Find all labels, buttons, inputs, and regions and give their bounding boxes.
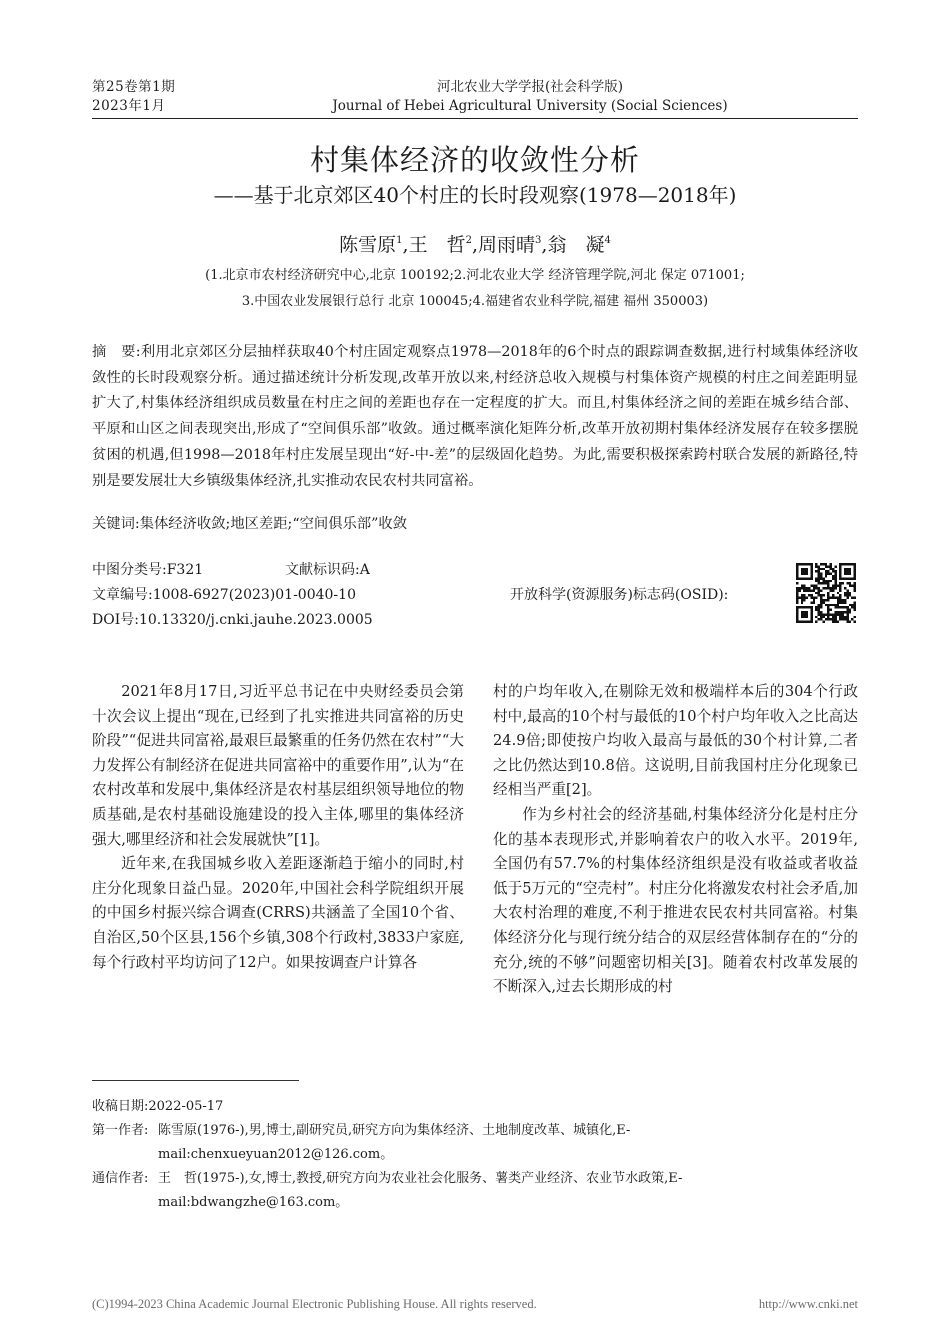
first-author-note — [92, 1119, 858, 1167]
keywords-text: 集体经济收敛;地区差距;“空间俱乐部”收敛 — [139, 516, 408, 532]
author-name: 翁 凝 — [547, 234, 605, 256]
received-date: 收稿日期:2022-05-17 — [92, 1099, 224, 1114]
copyright-notice: (C)1994-2023 China Academic Journal Electronic Publishing House. All rights reserved. — [92, 1297, 537, 1311]
keywords — [92, 512, 858, 537]
author-affil-mark: 1 — [396, 235, 403, 246]
journal-name-block — [330, 78, 730, 116]
osid-label: 开放科学(资源服务)标志码(OSID): — [510, 587, 729, 603]
corresponding-author-text: 王 哲(1975-),女,博士,教授,研究方向为农业社会化服务、薯类产业经济、农业节水政策,E-mail:bdwangzhe@163.com。 — [158, 1171, 683, 1210]
affiliation-line-1: (1.北京市农村经济研究中心,北京 100192;2.河北农业大学 经济管理学院,河北 保定 071001; — [205, 268, 745, 283]
osid-qr-code[interactable] — [796, 563, 856, 623]
first-author-text: 陈雪原(1976-),男,博士,副研究员,研究方向为集体经济、土地制度改革、城镇化,E-mail:chenxueyuan2012@126.com。 — [158, 1123, 631, 1162]
footnote-rule — [92, 1080, 299, 1081]
body-paragraph: 近年来,在我国城乡收入差距逐渐趋于缩小的同时,村庄分化现象日益凸显。2020年,中国社会科学院组织开展的中国乡村振兴综合调查(CRRS)共涵盖了全国10个省、自治区,50个区县,156个乡镇,308个行政村,3833户家庭,每个行政村平均访问了12户。如果按调查户计算各 — [92, 855, 464, 971]
first-author-label: 第一作者: — [92, 1123, 149, 1138]
journal-name-en: Journal of Hebei Agricultural University (Social Sciences) — [332, 98, 728, 114]
clc-number: 中图分类号:F321 — [92, 562, 204, 578]
abstract-label: 摘 要: — [92, 344, 141, 360]
volume-issue: 第25卷第1期 — [92, 79, 176, 95]
paper-title: 村集体经济的收敛性分析 — [309, 143, 640, 177]
volume-issue-block — [92, 78, 175, 116]
paper-subtitle: ——基于北京郊区40个村庄的长时段观察(1978—2018年) — [213, 183, 737, 207]
body-paragraph: 作为乡村社会的经济基础,村集体经济分化是村庄分化的基本表现形式,并影响着农户的收入水平。2019年,全国仍有57.7%的村集体经济组织是没有收益或者收益低于5万元的“空壳村”。村庄分化将激发农村社会矛盾,加大农村治理的难度,不利于推进农民农村共同富裕。村集体经济分化与现行统分结合的双层经营体制存在的“分的充分,统的不够”问题密切相关[3]。随着农村改革发展的不断深入,过去长期形成的村 — [493, 805, 858, 996]
author-name: 周雨晴 — [478, 234, 536, 256]
abstract-text: 利用北京郊区分层抽样获取40个村庄固定观察点1978—2018年的6个时点的跟踪调查数据,进行村域集体经济收敛性的长时段观察分析。通过描述统计分析发现,改革开放以来,村经济总收入规模与村集体资产规模的村庄之间差距明显扩大了,村集体经济组织成员数量在村庄之间的差距也存在一定程度的扩大。而且,村集体经济之间的差距在城乡结合部、平原和山区之间表现突出,形成了“空间俱乐部”收敛。通过概率演化矩阵分析,改革开放初期村集体经济发展存在较多摆脱贫困的机遇,但1998—2018年村庄发展呈现出“好-中-差”的层级固化趋势。为此,需要积极探索跨村联合发展的新路径,特别是要发展壮大乡镇级集体经济,扎实推动农民农村共同富裕。 — [92, 344, 858, 489]
author-affil-mark: 2 — [465, 235, 472, 246]
author-list: 陈雪原$^1$,王 哲$^2$,周雨晴$^3$,翁 凝$^4$ — [339, 234, 611, 256]
doi[interactable]: DOI号:10.13320/j.cnki.jauhe.2023.0005 — [92, 612, 373, 628]
corresponding-author-label: 通信作者: — [92, 1171, 149, 1186]
author-name: 王 哲 — [408, 234, 466, 256]
author-affil-mark: 3 — [535, 235, 542, 246]
abstract — [92, 340, 858, 494]
body-column-right — [493, 680, 858, 1000]
cnki-link[interactable]: http://www.cnki.net — [758, 1297, 858, 1311]
header-rule — [92, 118, 858, 119]
article-number: 文章编号:1008-6927(2023)01-0040-10 — [92, 587, 356, 603]
corresponding-author-note — [92, 1167, 858, 1215]
document-code: 文献标识码:A — [285, 562, 370, 578]
issue-date: 2023年1月 — [92, 98, 166, 114]
page-footer — [92, 1297, 858, 1312]
journal-name-cn: 河北农业大学学报(社会科学版) — [436, 79, 624, 95]
body-column-left — [92, 680, 464, 975]
body-paragraph: 村的户均年收入,在剔除无效和极端样本后的304个行政村中,最高的10个村与最低的10个村户均年收入之比高达24.9倍;即使按户均收入最高与最低的30个村计算,二者之比仍然达到10.8倍。这说明,目前我国村庄分化现象已经相当严重[2]。 — [493, 683, 858, 799]
body-paragraph: 2021年8月17日,习近平总书记在中央财经委员会第十次会议上提出“现在,已经到了扎实推进共同富裕的历史阶段”“促进共同富裕,最艰巨最繁重的任务仍然在农村”“大力发挥公有制经济在促进共同富裕中的重要作用”,认为“在农村改革和发展中,集体经济是农村基层组织领导地位的物质基础,是农村基础设施建设的投入主体,哪里的集体经济强大,哪里经济和社会发展就快”[1]。 — [92, 683, 464, 848]
affiliation-line-2: 3.中国农业发展银行总行 北京 100045;4.福建省农业科学院,福建 福州 350003) — [241, 294, 709, 309]
author-affil-mark: 4 — [604, 235, 611, 246]
author-name: 陈雪原 — [339, 234, 397, 256]
keywords-label: 关键词: — [92, 516, 140, 532]
